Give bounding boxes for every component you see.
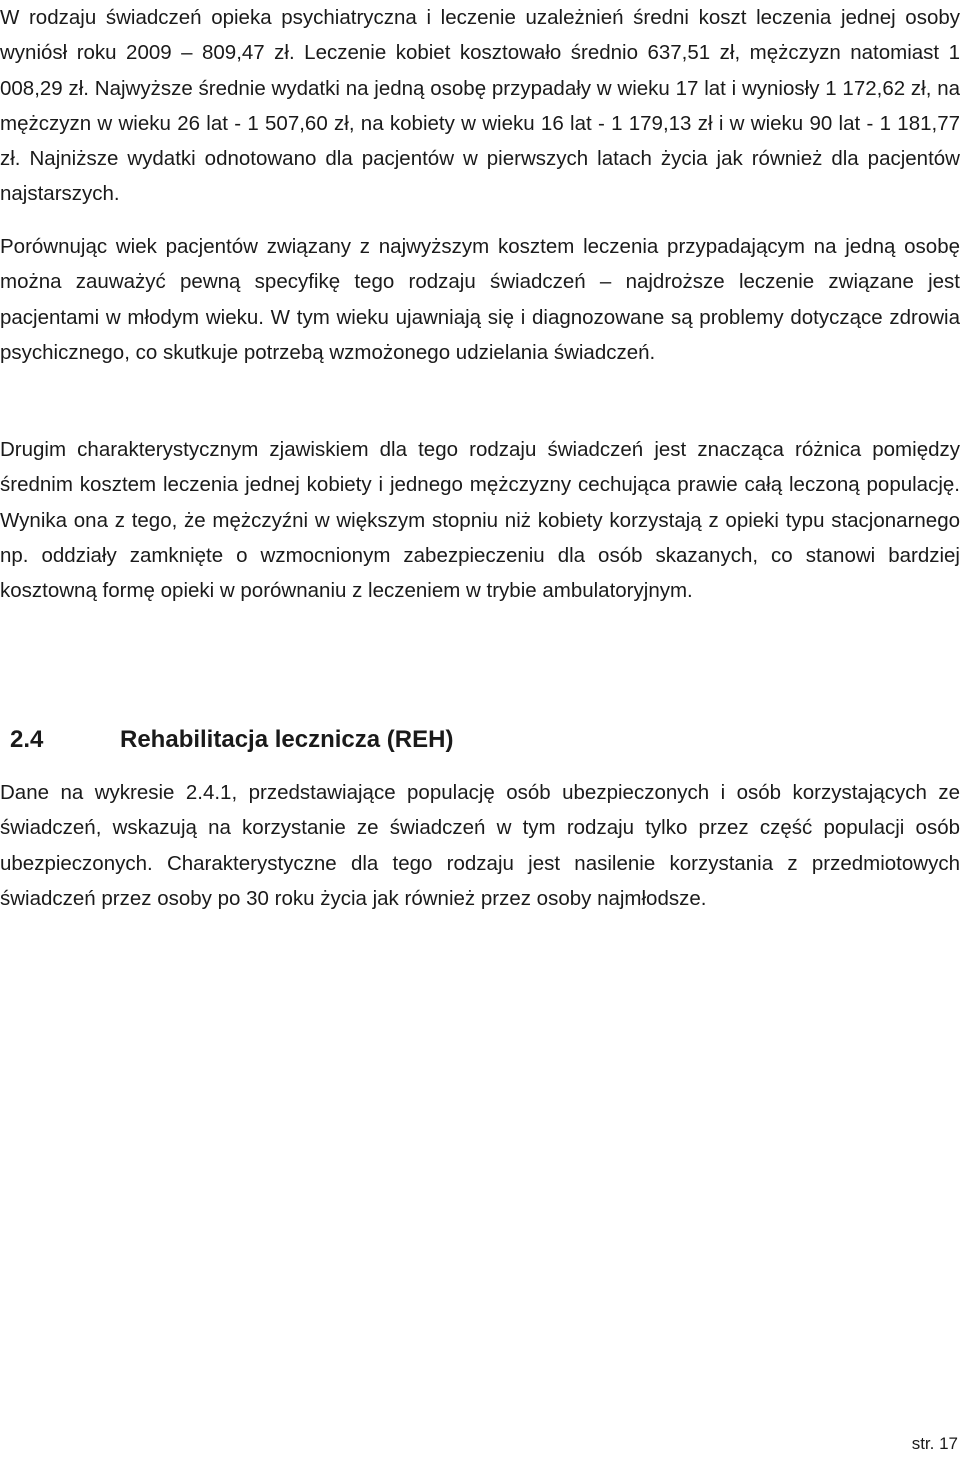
paragraph-rehabilitation: Dane na wykresie 2.4.1, przedstawiające populację osób ubezpieczonych i osób korzystających ze świadczeń, wskazują na korzystanie ze świadczeń w tym rodzaju tylko przez część populacji osób ubezpieczonych. Charakterystyczne dla tego rodzaju jest nasilenie korzystania z przedmiotowych świadczeń przez osoby po 30 roku życia jak również przez osoby najmłodsze. <box>0 781 960 910</box>
paragraph-age-specificity: Porównując wiek pacjentów związany z najwyższym kosztem leczenia przypadającym na jedną osobę można zauważyć pewną specyfikę tego rodzaju świadczeń – najdroższe leczenie związane jest pacjentami w młodym wieku. W tym wieku ujawniają się i diagnozowane są problemy dotyczące zdrowia psychicznego, co skutkuje potrzebą wzmożonego udzielania świadczeń. <box>0 235 960 364</box>
section-title: Rehabilitacja lecznicza (REH) <box>120 726 454 753</box>
paragraph-psychiatric-costs: W rodzaju świadczeń opieka psychiatryczna i leczenie uzależnień średni koszt leczenia jednej osoby wyniósł roku 2009 – 809,47 zł. Leczenie kobiet kosztowało średnio 637,51 zł, mężczyzn natomiast 1 008,29 zł. Najwyższe średnie wydatki na jedną osobę przypadały w wieku 17 lat i wyniosły 1 172,62 zł, na mężczyzn w wieku 26 lat - 1 507,60 zł, na kobiety w wieku 16 lat - 1 179,13 zł i w wieku 90 lat - 1 181,77 zł. Najniższe wydatki odnotowano dla pacjentów w pierwszych latach życia jak również dla pacjentów najstarszych. <box>0 6 960 206</box>
page-number: str. 17 <box>911 1434 958 1453</box>
paragraph-gender-difference: Drugim charakterystycznym zjawiskiem dla tego rodzaju świadczeń jest znacząca różnica pomiędzy średnim kosztem leczenia jednej kobiety i jednego mężczyzny cechująca prawie całą leczoną populację. Wynika ona z tego, że mężczyźni w większym stopniu niż kobiety korzystają z opieki typu stacjonarnego np. oddziały zamknięte o wzmocnionym zabezpieczeniu dla osób skazanych, co stanowi bardziej kosztowną formę opieki w porównaniu z leczeniem w trybie ambulatoryjnym. <box>0 438 960 603</box>
section-number: 2.4 <box>10 726 44 753</box>
section-heading <box>0 718 453 762</box>
